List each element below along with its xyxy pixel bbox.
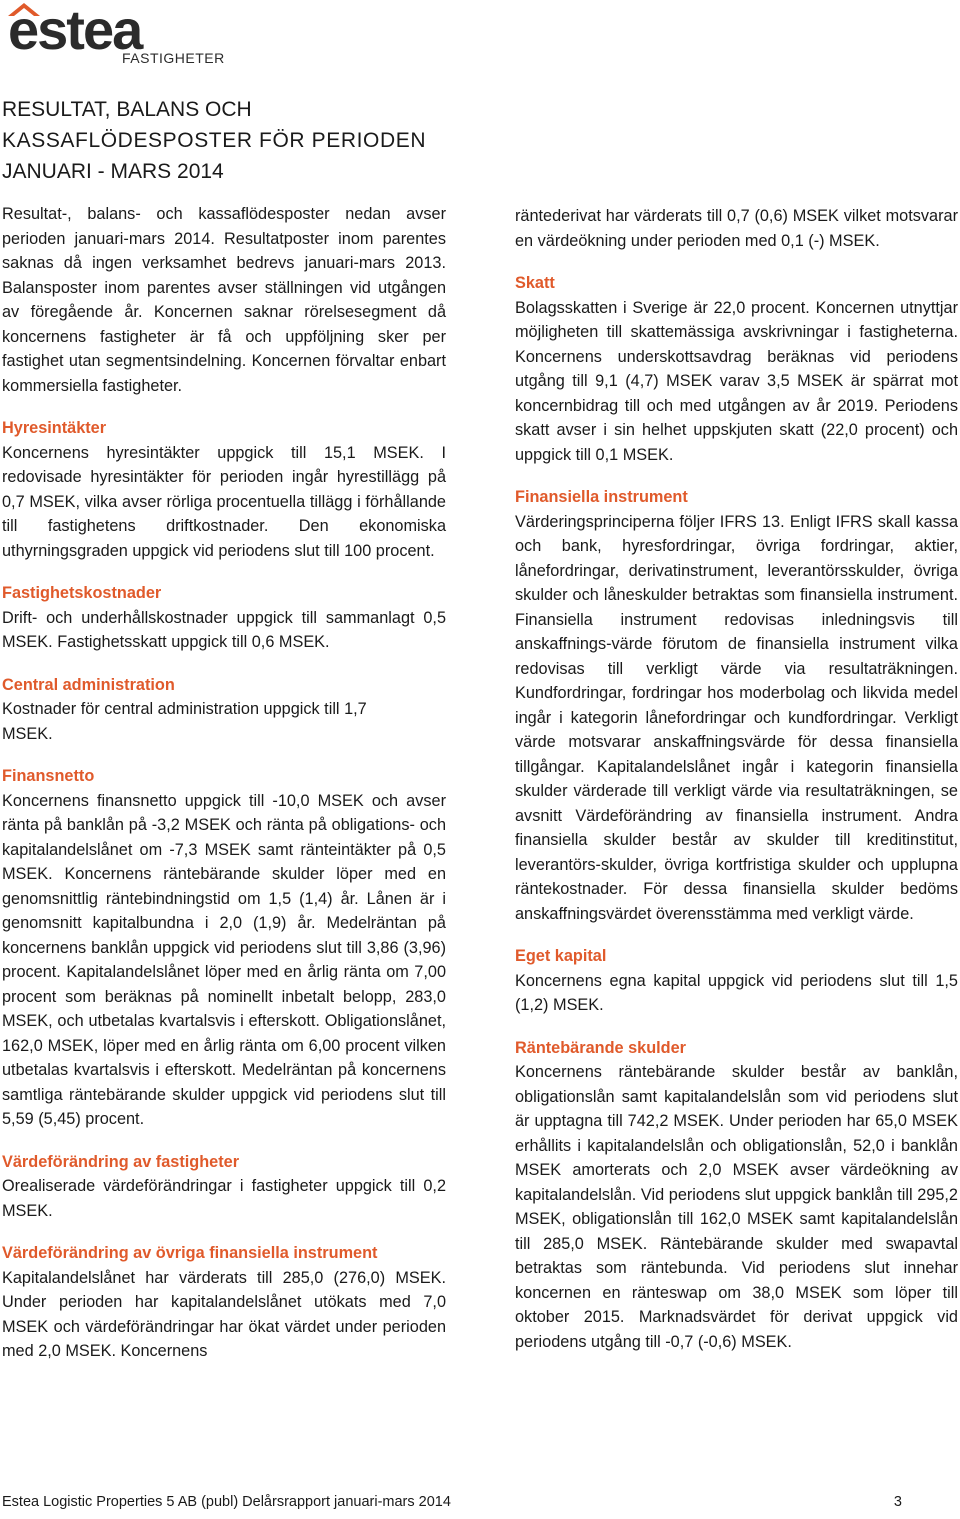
section-heading: Värdeförändring av övriga finansiella instrument	[2, 1244, 378, 1262]
section-paragraph: Kapitalandelslånet har värderats till 285,0 (276,0) MSEK. Under perioden har kapitalandelslånet utökats med 7,0 MSEK och värdeförändringar har ökat värdet under perioden med 2,0 MSEK. Koncernens	[2, 1268, 446, 1360]
section-heading: Central administration	[2, 675, 175, 694]
section-heading: Hyresintäkter	[2, 419, 107, 437]
estea-logo	[2, 0, 242, 70]
continued-paragraph: räntederivat har värderats till 0,7 (0,6) MSEK vilket motsvarar en värdeökning under perioden med 0,1 (-) MSEK.	[515, 207, 958, 250]
section-paragraph: Koncernens egna kapital uppgick vid periodens slut till 1,5 (1,2) MSEK.	[515, 971, 958, 1014]
section-paragraph: Bolagsskatten i Sverige är 22,0 procent. Koncernen utnyttjar möjligheten till skattemässiga avskrivningar i fastigheterna. Koncernens underskottsavdrag beräknas vid periodens utgång till 9,1 (4,7) MSEK varav 3,5 MSEK är spärrat mot koncernbidrag till och med utgången av år 2019. Periodens skatt avser i sin helhet uppskjuten skatt (22,0 procent) och uppgick till 0,1 MSEK.	[515, 298, 958, 464]
logo-word: estea	[8, 0, 142, 61]
page-number: 3	[893, 1494, 902, 1510]
right-column	[515, 204, 958, 1354]
footer-text: Estea Logistic Properties 5 AB (publ) Delårsrapport januari-mars 2014	[2, 1494, 451, 1510]
section-paragraph: Koncernens räntebärande skulder består av banklån, obligationslån samt kapitalandelslån som vid periodens slut är upptagna till 742,2 MSEK. Under perioden har 65,0 MSEK erhållits i kapitalandelslån och obligationslån, 52,0 i banklån MSEK amorterats och 2,0 MSEK avser värdeökning av kapitalandelslån. Vid periodens slut uppgick banklån till 295,2 MSEK, obligationslån till 162,0 MSEK samt kapitalandelslån till 285,0 MSEK. Räntebärande skulder med swapavtal betraktas som räntebunda. Vid periodens slut innehar koncernen en ränteswap om 38,0 MSEK som löper till oktober 2015. Marknadsvärdet för derivat uppgick vid periodens utgång till -0,7 (-0,6) MSEK.	[515, 1063, 958, 1351]
left-column	[2, 202, 446, 1364]
section-heading: Fastighetskostnader	[2, 584, 162, 602]
intro-paragraph: Resultat-, balans- och kassaflödesposter nedan avser perioden januari-mars 2014. Resultatposter inom parentes saknas då ingen verksamhet bedrevs januari-mars 2013. Balansposter inom parentes avser ställningen vid utgången av föregående år. Koncernen saknar rörelsesegment då koncernens fastigheter är få och uppföljning sker per fastighet utan segmentsindelning. Koncernen förvaltar enbart kommersiella fastigheter.	[2, 205, 446, 395]
section-heading: Räntebärande skulder	[515, 1038, 687, 1057]
section-heading: Värdeförändring av fastigheter	[2, 1152, 240, 1171]
section-heading: Eget kapital	[515, 947, 607, 965]
section-paragraph: Koncernens finansnetto uppgick till -10,0 MSEK och avser ränta på banklån på -3,2 MSEK och ränta på obligations- och kapitalandelslånet om -7,3 MSEK samt ränteintäkter på 0,5 MSEK. Koncernens räntebärande skulder löper med en genomsnittlig räntebindningstid om 1,5 (1,4) år. Lånen är i genomsnitt kapitalbundna i 2,0 (1,9) år. Medelräntan på koncernens banklån uppgick vid periodens slut till 3,86 (3,96) procent. Kapitalandelslånet löper med en årlig ränta om 7,00 procent som beräknas på nominellt inbetalt belopp, 283,0 MSEK, och utbetalas kvartalsvis i efterskott. Obligationslånet, 162,0 MSEK, löper med en årlig ränta om 6,00 procent vilken utbetalas kvartalsvis i efterskott. Medelräntan på koncernens samtliga räntebärande skulder uppgick vid periodens slut till 5,59 (5,45) procent.	[2, 791, 446, 1128]
section-paragraph: Värderingsprinciperna följer IFRS 13. Enligt IFRS skall kassa och bank, hyresfordringar, övriga fordringar, aktier, lånefordringar, derivatinstrument, leverantörsskulder, övriga skulder och låneskulder betraktas som finansiella instrument. Finansiella instrument redovisas inledningsvis till anskaffnings-värde förutom de finansiella instrument vilka redovisas till verkligt värde via resultaträkningen. Kundfordringar, fordringar hos moderbolag och likvida medel ingår i kategorin lånefordringar och kundfordringar. Verkligt värde motsvarar anskaffningsvärde för dessa finansiella tillgångar. Kapitalandelslånet ingår i kategorin finansiella skulder värderade till verkligt värde via resultaträkningen, se avsnitt Värdeförändring av finansiella instrument. Andra finansiella skulder består av skulder till kreditinstitut, leverantörs-skulder, övriga kortfristiga skulder och upplupna räntekostnader. För dessa finansiella skulder bedöms anskaffningsvärdet överensstämma med verkligt värde.	[515, 512, 958, 923]
section-paragraph: Drift- och underhållskostnader uppgick till sammanlagt 0,5 MSEK. Fastighetsskatt uppgick till 0,6 MSEK.	[2, 608, 446, 651]
section-paragraph: Kostnader för central administration uppgick till 1,7 MSEK.	[2, 700, 367, 743]
section-heading: Finansiella instrument	[515, 488, 688, 506]
page-title	[2, 94, 448, 187]
title-line: JANUARI - MARS 2014	[2, 160, 224, 183]
section-heading: Finansnetto	[2, 767, 95, 785]
page-footer	[2, 1494, 902, 1510]
title-line: KASSAFLÖDESPOSTER FÖR PERIODEN	[2, 129, 427, 152]
title-line: RESULTAT, BALANS OCH	[2, 98, 252, 121]
logo-subtitle: FASTIGHETER	[122, 50, 225, 66]
section-heading: Skatt	[515, 274, 555, 292]
section-paragraph: Koncernens hyresintäkter uppgick till 15,1 MSEK. I redovisade hyresintäkter för perioden ingår hyrestillägg på 0,7 MSEK, vilka avser rörliga procentuella tillägg i förhållande till fastighetens driftkostnader. Den ekonomiska uthyrningsgraden uppgick vid periodens slut till 100 procent.	[2, 443, 446, 560]
section-paragraph: Orealiserade värdeförändringar i fastigheter uppgick till 0,2 MSEK.	[2, 1177, 446, 1220]
